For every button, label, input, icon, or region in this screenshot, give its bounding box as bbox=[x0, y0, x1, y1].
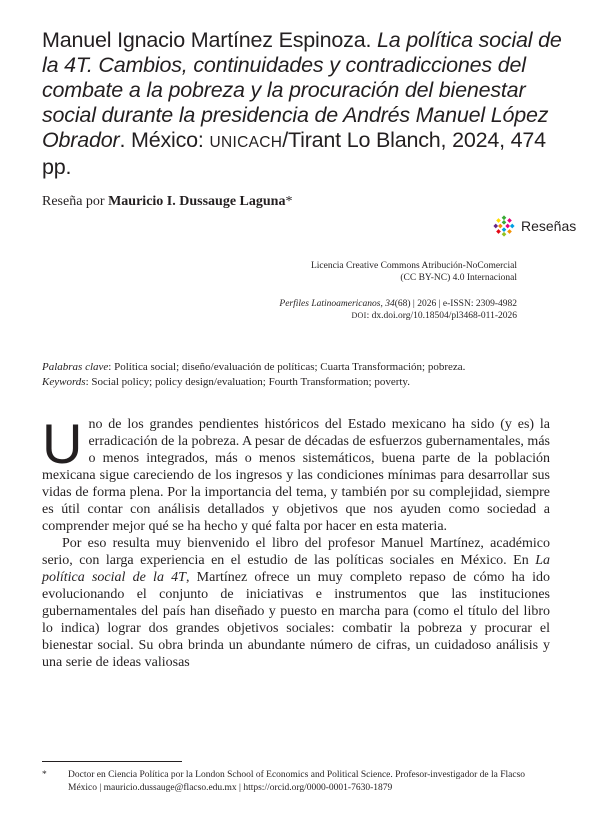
pinwheel-square bbox=[505, 224, 510, 229]
footnote bbox=[42, 769, 550, 795]
license-line-2: (CC BY-NC) 4.0 Internacional bbox=[400, 273, 517, 283]
keywords-en bbox=[42, 375, 550, 390]
publisher-rest: /Tirant Lo Blanch, 2024, 474 pp. bbox=[42, 128, 546, 179]
pinwheel-square bbox=[496, 229, 501, 234]
section-label: Reseñas bbox=[521, 218, 577, 234]
paragraph-2: Por eso resulta muy bienvenido el libro del profesor Manuel Martínez, académico serio, con larga experiencia en el estudio de las políticas sociales en México. En La política social de la 4T, Martínez ofrece un muy completo repaso de cómo ha ido evolucionando el conjunto de iniciativas e instrumentos que las instituciones gubernamentales del país han diseñado y puesto en marcha para (como el título del libro lo indica) lograr dos grandes objetivos sociales: combatir la pobreza y procurar el bienestar social. Su obra brinda un abundante número de cifras, un cuidadoso análisis y una serie de ideas valiosas bbox=[42, 536, 550, 670]
pinwheel-square bbox=[502, 215, 507, 220]
reviewer-line bbox=[42, 193, 292, 210]
pinwheel-square bbox=[498, 224, 503, 229]
book-author: Manuel Ignacio Martínez Espinoza. bbox=[42, 28, 372, 52]
citation-block bbox=[217, 298, 517, 322]
section-tag bbox=[493, 214, 576, 238]
keywords-es bbox=[42, 360, 550, 375]
journal-volume: 34 bbox=[385, 299, 395, 309]
pinwheel-square bbox=[493, 224, 498, 229]
keywords-block bbox=[42, 360, 550, 389]
citation-line: Perfiles Latinoamericanos, 34(68) | 2026 | e-ISSN: 2309-4982 bbox=[279, 299, 517, 309]
publisher-unicach: UNICACH bbox=[209, 134, 283, 151]
doi-line bbox=[217, 310, 517, 322]
book-reference-heading bbox=[42, 28, 562, 180]
reviewer-name: Mauricio I. Dussauge Laguna bbox=[108, 194, 286, 209]
footnote-mark: * bbox=[42, 770, 47, 780]
publisher-prefix: . México: bbox=[119, 128, 210, 152]
pinwheel-square bbox=[502, 227, 507, 232]
reviewer-prefix: Reseña por bbox=[42, 194, 109, 209]
book-title: La política social de la 4T. Cambios, continuidades y contradicciones del combate a la pobreza y la procuración del bienestar social durante la presidencia de Andrés Manuel López Obrador bbox=[42, 28, 562, 152]
drop-cap: U bbox=[42, 412, 83, 475]
reseñas-pinwheel-icon bbox=[493, 215, 515, 237]
footnote-divider bbox=[42, 761, 182, 762]
cited-book-title: La política social de la 4T bbox=[42, 553, 550, 585]
doi-link[interactable]: : dx.doi.org/10.18504/pl3468-011-2026 bbox=[366, 311, 517, 321]
pinwheel-square bbox=[502, 232, 507, 237]
keywords-es-label: Palabras clave bbox=[42, 361, 109, 373]
license-line-1: Licencia Creative Commons Atribución-NoComercial bbox=[310, 261, 517, 271]
citation-rest: (68) | 2026 | e-ISSN: 2309-4982 bbox=[394, 299, 517, 309]
pinwheel-square bbox=[507, 218, 512, 223]
keywords-es-value: : Política social; diseño/evaluación de políticas; Cuarta Transformación; pobreza. bbox=[108, 361, 466, 373]
keywords-en-label: Keywords bbox=[42, 375, 86, 388]
keywords-en-value: : Social policy; policy design/evaluation; Fourth Transformation; poverty. bbox=[85, 375, 410, 388]
doi-label: DOI bbox=[351, 311, 367, 320]
footnote-text: Doctor en Ciencia Política por la London School of Economics and Political Science. Profesor-investigador de la Flacso México | mauricio.dussauge@flacso.edu.mx | https://orcid.org/0000-0001-7630-1879 bbox=[68, 770, 526, 793]
review-body bbox=[42, 412, 550, 671]
pinwheel-square bbox=[502, 220, 507, 225]
pinwheel-square bbox=[510, 224, 515, 229]
pinwheel-square bbox=[496, 218, 501, 223]
license-block bbox=[217, 260, 517, 284]
journal-name: Perfiles Latinoamericanos bbox=[279, 299, 381, 309]
pinwheel-square bbox=[507, 229, 512, 234]
paragraph-1-text: no de los grandes pendientes históricos del Estado mexicano ha sido (y es) la erradicación de la pobreza. A pesar de décadas de esfuerzos gubernamentales, más o menos integrados, más o menos sistemáticos, buena parte de la población mexicana sigue careciendo de los ingresos y las condiciones mínimas para desarrollar sus vidas de forma plena. Por la importancia del tema, y también por su complejidad, siempre es útil contar con análisis detallados y objetivos que nos ayuden como sociedad a comprender mejor qué se ha hecho y qué falta por hacer en esta materia. bbox=[42, 417, 550, 534]
paragraph-1 bbox=[42, 412, 550, 535]
reviewer-footnote-mark: * bbox=[285, 194, 293, 209]
